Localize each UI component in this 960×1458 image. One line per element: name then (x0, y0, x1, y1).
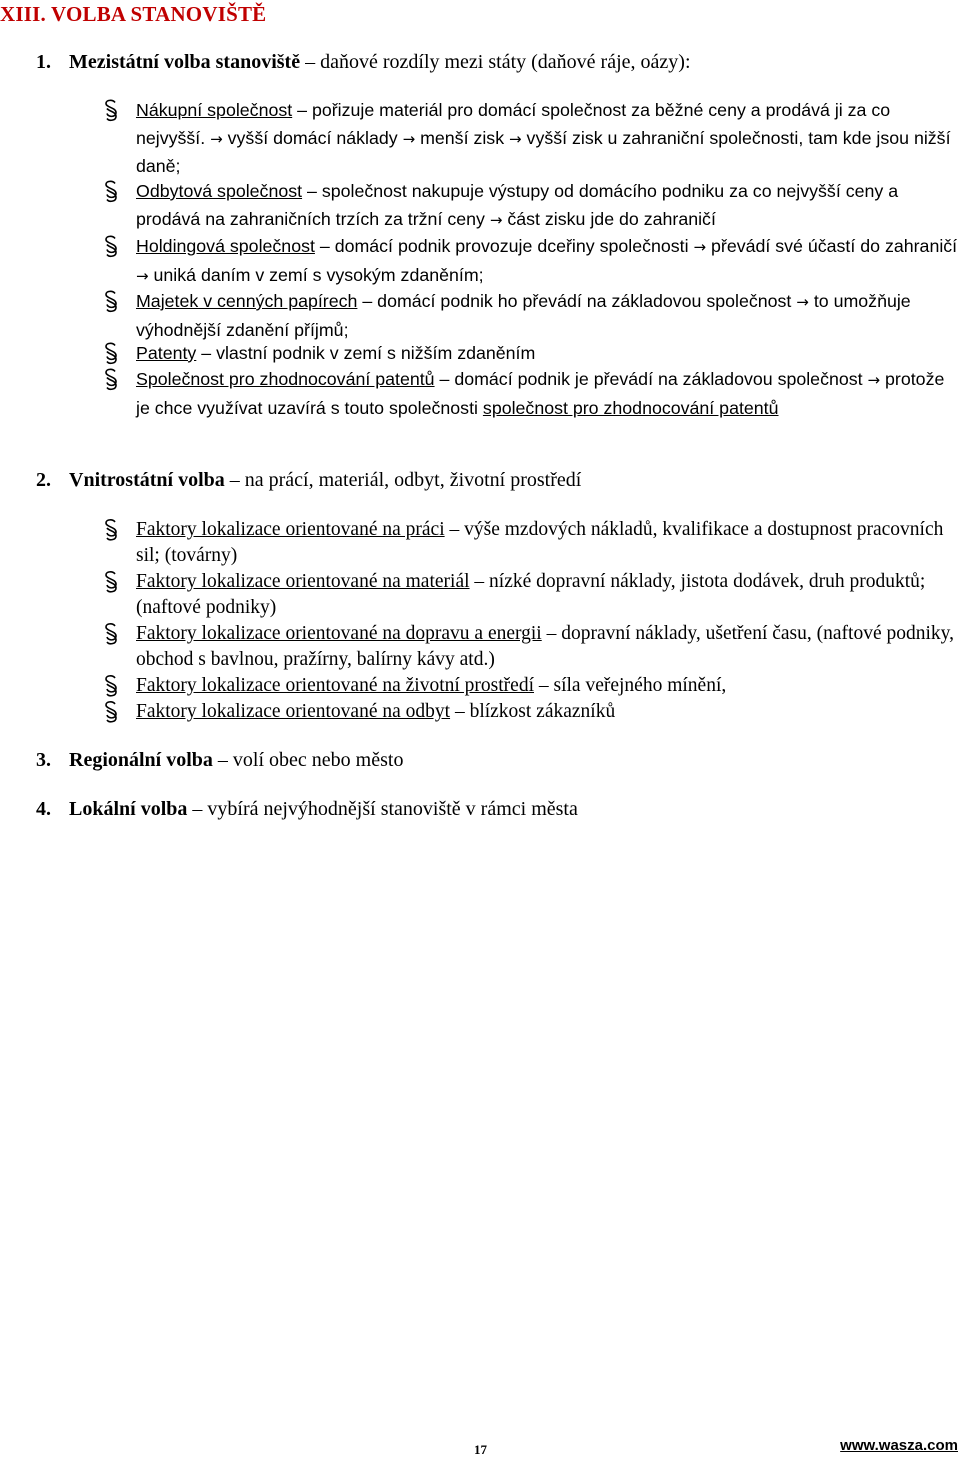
section-description: – na prácí, materiál, odbyt, životní prostředí (224, 469, 582, 491)
section-title: Regionální volba (69, 749, 213, 771)
term: Nákupní společnost (136, 100, 293, 120)
section-sign-bullet-icon (100, 340, 122, 367)
list-item-majetek (100, 288, 960, 344)
arrow-icon: → (489, 210, 503, 229)
item-text: protože je chce využívat uzavírá s touto společnosti (136, 369, 945, 418)
arrow-icon: → (796, 293, 809, 311)
section-number: 2. (36, 469, 51, 491)
section-sign-bullet-icon (100, 97, 122, 124)
list-item-odbytova (100, 178, 960, 234)
list-item-spolecnost-patentu (100, 366, 960, 422)
list-item-faktor-doprava (100, 621, 960, 673)
item-text: – výše mzdových nákladů, kvalifikace a dostupnost pracovních sil; (továrny) (136, 519, 944, 566)
arrow-icon: → (867, 371, 881, 389)
list-item-nakupni (100, 97, 960, 181)
section-2-heading (36, 467, 581, 493)
section-sign-bullet-icon (100, 699, 122, 725)
section-4-heading (36, 796, 578, 822)
section-sign-bullet-icon (100, 233, 122, 260)
list-item-holdingova (100, 233, 960, 290)
item-text: – domácí podnik je převádí na základovou společnost (434, 369, 868, 389)
term: Odbytová společnost (136, 181, 303, 201)
arrow-icon: → (509, 129, 522, 148)
arrow-icon: → (693, 238, 707, 256)
term: Faktory lokalizace orientované na práci (136, 519, 445, 540)
footer-link[interactable]: www.wasza.com (840, 1437, 958, 1454)
section-description: – volí obec nebo město (212, 749, 404, 771)
item-text: menší zisk (415, 127, 510, 148)
item-text: – vlastní podnik v zemí s nižším zdaněním (196, 343, 536, 363)
section-title: Mezistátní volba stanoviště (69, 51, 301, 73)
item-text: – síla veřejného mínění, (534, 675, 727, 696)
section-description: – daňové rozdíly mezi státy (daňové ráje, oázy): (300, 51, 691, 73)
list-item-faktor-material (100, 569, 960, 621)
item-text: vyšší zisk u zahraniční společnosti, tam kde jsou nižší daně; (136, 127, 951, 176)
section-title: Vnitrostátní volba (69, 469, 225, 491)
term: Společnost pro zhodnocování patentů (136, 369, 435, 389)
arrow-icon: → (210, 129, 223, 148)
item-text: – pořizuje materiál pro domácí společnost za běžné ceny a prodává ji za co nejvyšší. (136, 100, 891, 148)
item-text: – společnost nakupuje výstupy od domácího podniku za co nejvyšší ceny a prodává na zahraničních trzích za tržní ceny (136, 181, 899, 229)
list-item-faktor-prostredi (100, 673, 960, 699)
item-text: uniká daním v zemí s vysokým zdaněním; (148, 264, 484, 285)
item-text: to umožňuje výhodnější zdanění příjmů; (136, 291, 911, 340)
term: Patenty (136, 343, 197, 363)
item-text: – nízké dopravní náklady, jistota dodávek, druh produktů; (naftové podniky) (136, 571, 926, 618)
item-text: – domácí podnik ho převádí na základovou společnost (357, 291, 797, 311)
section-sign-bullet-icon (100, 178, 122, 205)
item-text: – blízkost zákazníků (450, 701, 616, 722)
section-sign-bullet-icon (100, 366, 122, 393)
term: Majetek v cenných papírech (136, 291, 358, 311)
section-1-heading (36, 49, 691, 75)
item-text: vyšší domácí náklady (222, 127, 403, 148)
page-number: 17 (474, 1442, 487, 1457)
list-item-faktor-prace (100, 517, 960, 569)
term: Faktory lokalizace orientované na materiál (136, 571, 470, 592)
section-sign-bullet-icon (100, 673, 122, 699)
section-sign-bullet-icon (100, 288, 122, 315)
term: společnost pro zhodnocování patentů (482, 397, 779, 418)
section-sign-bullet-icon (100, 569, 122, 595)
item-text: – domácí podnik provozuje dceřiny společnosti (314, 236, 694, 256)
list-item-patenty (100, 340, 960, 368)
term: Holdingová společnost (136, 236, 315, 256)
section-number: 1. (36, 51, 51, 73)
term: Faktory lokalizace orientované na dopravu a energii (136, 623, 542, 644)
term: Faktory lokalizace orientované na životní prostředí (136, 675, 534, 696)
list-item-faktor-odbyt (100, 699, 960, 725)
arrow-icon: → (136, 266, 149, 285)
section-number: 3. (36, 749, 51, 771)
term: Faktory lokalizace orientované na odbyt (136, 701, 451, 722)
section-3-heading (36, 747, 403, 773)
page-title: XIII. VOLBA STANOVIŠTĚ (0, 2, 267, 26)
section-title: Lokální volba (69, 798, 188, 820)
item-text: část zisku jde do zahraničí (502, 208, 716, 229)
section-sign-bullet-icon (100, 517, 122, 543)
item-text: – dopravní náklady, ušetření času, (naftové podniky, obchod s bavlnou, pražírny, balírny kávy atd.) (136, 623, 955, 670)
item-text: převádí své účastí do zahraničí (706, 236, 958, 256)
arrow-icon: → (402, 129, 416, 148)
section-sign-bullet-icon (100, 621, 122, 647)
section-description: – vybírá nejvýhodnější stanoviště v rámci města (187, 798, 578, 820)
section-number: 4. (36, 798, 51, 820)
